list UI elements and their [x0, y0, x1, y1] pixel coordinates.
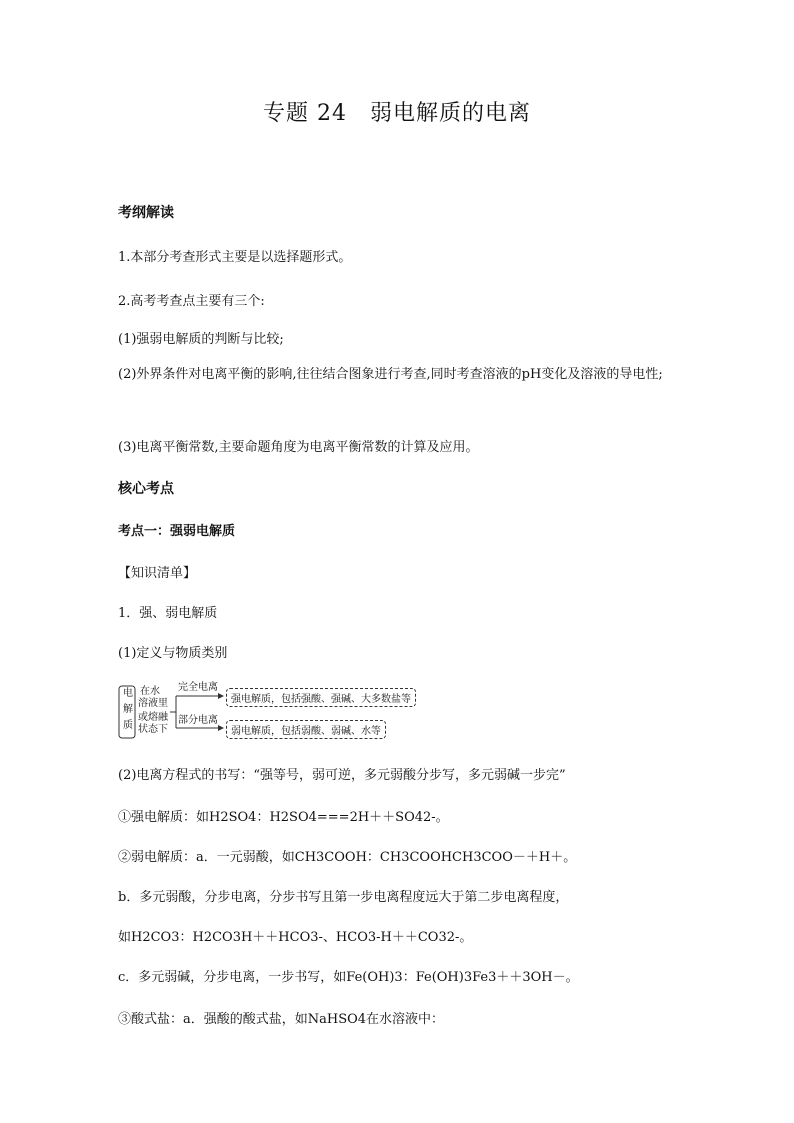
equation-line: b．多元弱酸，分步电离，分步书写且第一步电离程度远大于第二步电离程度， — [118, 890, 569, 905]
diagram-char: 质 — [123, 720, 133, 731]
condition-text: 溶液里 — [138, 698, 168, 709]
diagram-char: 电 — [123, 688, 133, 699]
arrow-bottom-icon — [218, 725, 224, 731]
section-heading-outline: 考纲解读 — [118, 205, 174, 221]
outline-item: 1.本部分考查形式主要是以选择题形式。 — [118, 250, 352, 265]
condition-text: 或熔融 — [138, 712, 168, 723]
equation-line: ③酸式盐：a．强酸的酸式盐，如NaHSO4在水溶液中： — [118, 1012, 445, 1027]
item-subheading: (1)定义与物质类别 — [118, 646, 228, 661]
knowledge-list-label: 【知识清单】 — [118, 566, 197, 581]
condition-text: 状态下 — [138, 724, 168, 735]
equation-line: ②弱电解质：a．一元弱酸，如CH3COOH：CH3COOHCH3COO－＋H＋。 — [118, 850, 577, 865]
weak-electrolyte-box: 弱电解质，包括弱酸、弱碱、水等 — [226, 720, 386, 739]
item-subheading: (2)电离方程式的书写：“强等号，弱可逆，多元弱酸分步写，多元弱碱一步完” — [118, 768, 566, 783]
equation-line: ①强电解质：如H2SO4：H2SO4===2H＋＋SO42-。 — [118, 810, 449, 825]
arrow-top-icon — [218, 693, 224, 699]
page-title: 专题 24 弱电解质的电离 — [263, 101, 531, 126]
condition-text: 在水 — [140, 686, 160, 697]
outline-item: (2)外界条件对电离平衡的影响,往往结合图象进行考查,同时考查溶液的pH变化及溶液的导电性; — [118, 367, 663, 382]
subsection-heading: 考点一：强弱电解质 — [118, 524, 236, 539]
item-heading: 1．强、弱电解质 — [118, 606, 218, 621]
section-heading-core: 核心考点 — [118, 481, 174, 497]
equation-line: c．多元弱碱，分步电离，一步书写，如Fe(OH)3：Fe(OH)3Fe3＋＋3OH－。 — [118, 970, 579, 985]
equation-line: 如H2CO3：H2CO3H＋＋HCO3-、HCO3-H＋＋CO32-。 — [118, 930, 473, 945]
electrolyte-diagram — [118, 684, 418, 740]
outline-item: (1)强弱电解质的判断与比较; — [118, 332, 284, 347]
outline-item: 2.高考考查点主要有三个: — [118, 294, 265, 309]
branch-bottom-label: 部分电离 — [178, 715, 218, 726]
diagram-char: 解 — [123, 704, 133, 715]
outline-item: (3)电离平衡常数,主要命题角度为电离平衡常数的计算及应用。 — [118, 440, 479, 455]
strong-electrolyte-box: 强电解质，包括强酸、强碱、大多数盐等 — [226, 688, 416, 707]
branch-top-label: 完全电离 — [178, 682, 218, 693]
